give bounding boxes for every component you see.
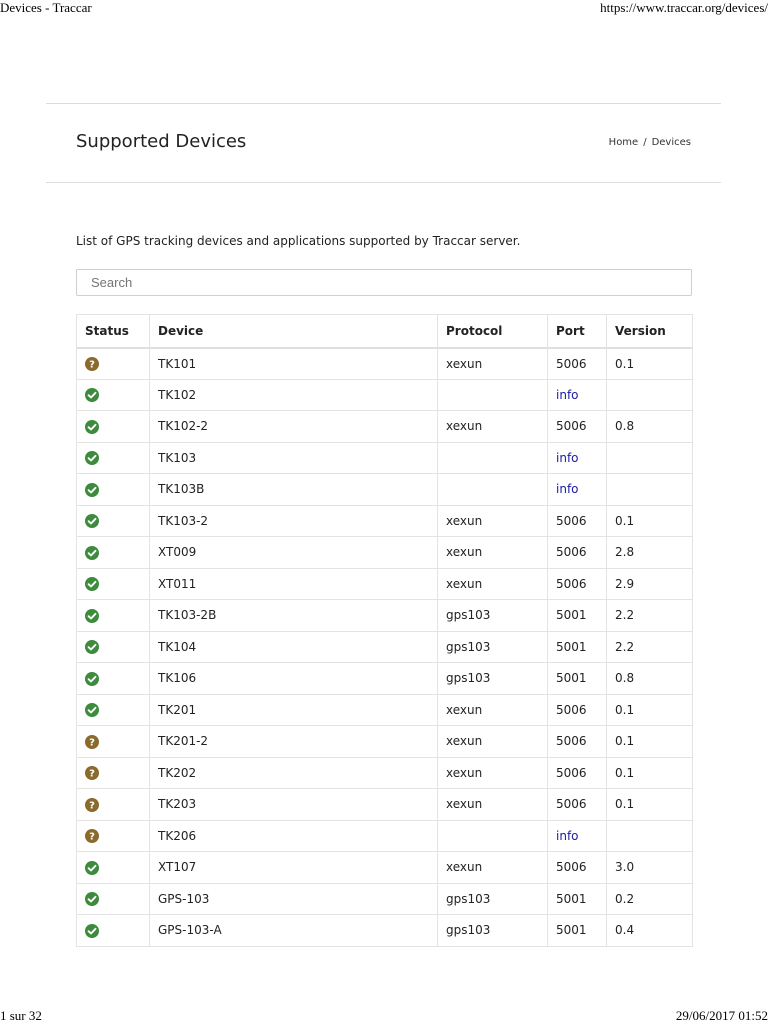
print-header [0, 0, 768, 18]
check-icon [85, 672, 99, 686]
protocol-cell: gps103 [438, 883, 548, 915]
device-cell: TK103B [150, 474, 438, 506]
status-cell [77, 915, 150, 947]
protocol-cell [438, 474, 548, 506]
protocol-cell: xexun [438, 348, 548, 380]
protocol-cell [438, 820, 548, 852]
svg-text:?: ? [89, 800, 95, 812]
print-datetime: 29/06/2017 01:52 [675, 1008, 768, 1023]
check-icon [85, 609, 99, 623]
check-icon [85, 514, 99, 528]
protocol-cell: xexun [438, 568, 548, 600]
status-cell [77, 600, 150, 632]
table-row [77, 631, 693, 663]
protocol-cell: xexun [438, 852, 548, 884]
protocol-cell: xexun [438, 789, 548, 821]
port-cell: 5001 [548, 883, 607, 915]
table-row [77, 568, 693, 600]
port-cell [548, 379, 607, 411]
status-cell [77, 568, 150, 600]
check-icon [85, 577, 99, 591]
table-row [77, 757, 693, 789]
version-cell [607, 442, 693, 474]
question-icon [85, 357, 99, 371]
table-row [77, 852, 693, 884]
breadcrumb [609, 137, 691, 148]
version-cell: 0.1 [607, 757, 693, 789]
check-icon [85, 640, 99, 654]
device-cell: TK102 [150, 379, 438, 411]
port-cell: 5006 [548, 726, 607, 758]
table-row [77, 789, 693, 821]
table-body [77, 348, 693, 947]
device-cell: TK101 [150, 348, 438, 380]
port-cell: 5006 [548, 757, 607, 789]
svg-text:?: ? [89, 768, 95, 780]
table-row [77, 883, 693, 915]
status-cell [77, 348, 150, 380]
device-cell: XT009 [150, 537, 438, 569]
port-cell: 5001 [548, 915, 607, 947]
info-link[interactable]: info [556, 450, 579, 465]
protocol-cell: xexun [438, 757, 548, 789]
header-device[interactable]: Device [150, 315, 438, 348]
check-icon [85, 924, 99, 938]
device-cell: TK201 [150, 694, 438, 726]
port-cell: 5006 [548, 505, 607, 537]
device-cell: TK103 [150, 442, 438, 474]
info-link[interactable]: info [556, 828, 579, 843]
table-header-row [77, 315, 693, 348]
info-link[interactable]: info [556, 387, 579, 402]
status-cell [77, 757, 150, 789]
protocol-cell: gps103 [438, 600, 548, 632]
device-cell: TK203 [150, 789, 438, 821]
check-icon [85, 451, 99, 465]
device-cell: TK106 [150, 663, 438, 695]
table-row [77, 442, 693, 474]
table-row [77, 600, 693, 632]
status-cell [77, 883, 150, 915]
version-cell [607, 474, 693, 506]
check-icon [85, 388, 99, 402]
device-cell: XT011 [150, 568, 438, 600]
device-cell: TK202 [150, 757, 438, 789]
svg-text:?: ? [89, 831, 95, 843]
status-cell [77, 631, 150, 663]
devices-table [76, 314, 693, 947]
status-cell [77, 474, 150, 506]
device-cell: TK201-2 [150, 726, 438, 758]
check-icon [85, 420, 99, 434]
check-icon [85, 546, 99, 560]
port-cell [548, 474, 607, 506]
port-cell: 5006 [548, 411, 607, 443]
status-cell [77, 379, 150, 411]
version-cell: 0.1 [607, 789, 693, 821]
table-row [77, 379, 693, 411]
table-row [77, 663, 693, 695]
check-icon [85, 703, 99, 717]
protocol-cell [438, 442, 548, 474]
status-cell [77, 789, 150, 821]
check-icon [85, 861, 99, 875]
bottom-divider [46, 182, 721, 183]
status-cell [77, 411, 150, 443]
port-cell: 5006 [548, 694, 607, 726]
version-cell: 2.9 [607, 568, 693, 600]
status-cell [77, 537, 150, 569]
status-cell [77, 852, 150, 884]
protocol-cell: gps103 [438, 631, 548, 663]
device-cell: TK206 [150, 820, 438, 852]
print-footer [0, 1008, 768, 1026]
status-cell [77, 663, 150, 695]
svg-text:?: ? [89, 359, 95, 371]
status-cell [77, 726, 150, 758]
check-icon [85, 892, 99, 906]
port-cell: 5001 [548, 631, 607, 663]
port-cell: 5006 [548, 348, 607, 380]
version-cell: 2.2 [607, 600, 693, 632]
version-cell: 0.8 [607, 663, 693, 695]
version-cell: 0.8 [607, 411, 693, 443]
version-cell: 0.1 [607, 694, 693, 726]
question-icon [85, 798, 99, 812]
header-version[interactable]: Version [607, 315, 693, 348]
status-cell [77, 820, 150, 852]
page-title: Supported Devices [76, 131, 247, 152]
header-protocol[interactable]: Protocol [438, 315, 548, 348]
device-cell: TK102-2 [150, 411, 438, 443]
port-cell: 5006 [548, 537, 607, 569]
version-cell: 2.2 [607, 631, 693, 663]
header-port[interactable]: Port [548, 315, 607, 348]
version-cell: 2.8 [607, 537, 693, 569]
version-cell: 0.1 [607, 348, 693, 380]
status-cell [77, 694, 150, 726]
device-cell: TK103-2 [150, 505, 438, 537]
device-cell: TK103-2B [150, 600, 438, 632]
device-cell: GPS-103 [150, 883, 438, 915]
protocol-cell [438, 379, 548, 411]
table-row [77, 537, 693, 569]
print-page-url: https://www.traccar.org/devices/ [600, 0, 768, 15]
table-row [77, 411, 693, 443]
breadcrumb-home-link[interactable]: Home [608, 137, 639, 148]
port-cell: 5001 [548, 663, 607, 695]
top-divider [46, 103, 721, 104]
port-cell [548, 820, 607, 852]
port-cell: 5006 [548, 568, 607, 600]
protocol-cell: gps103 [438, 663, 548, 695]
device-cell: GPS-103-A [150, 915, 438, 947]
question-icon [85, 829, 99, 843]
version-cell: 0.2 [607, 883, 693, 915]
device-cell: TK104 [150, 631, 438, 663]
port-cell: 5001 [548, 600, 607, 632]
print-page-title: Devices - Traccar [0, 0, 92, 15]
protocol-cell: xexun [438, 411, 548, 443]
table-row [77, 505, 693, 537]
table-row [77, 726, 693, 758]
check-icon [85, 483, 99, 497]
table-row [77, 694, 693, 726]
question-icon [85, 735, 99, 749]
protocol-cell: xexun [438, 694, 548, 726]
status-cell [77, 442, 150, 474]
svg-text:?: ? [89, 737, 95, 749]
version-cell: 0.4 [607, 915, 693, 947]
port-cell: 5006 [548, 789, 607, 821]
version-cell: 0.1 [607, 505, 693, 537]
version-cell: 0.1 [607, 726, 693, 758]
version-cell: 3.0 [607, 852, 693, 884]
version-cell [607, 379, 693, 411]
header-status[interactable]: Status [77, 315, 150, 348]
intro-text: List of GPS tracking devices and applications supported by Traccar server. [76, 234, 521, 248]
protocol-cell: gps103 [438, 915, 548, 947]
table-row [77, 474, 693, 506]
info-link[interactable]: info [556, 482, 579, 497]
breadcrumb-separator: / [643, 137, 647, 148]
status-cell [77, 505, 150, 537]
table-row [77, 820, 693, 852]
table-row [77, 348, 693, 380]
breadcrumb-current: Devices [651, 137, 691, 148]
protocol-cell: xexun [438, 537, 548, 569]
protocol-cell: xexun [438, 505, 548, 537]
search-input[interactable] [76, 269, 692, 296]
protocol-cell: xexun [438, 726, 548, 758]
port-cell [548, 442, 607, 474]
print-page-number: 1 sur 32 [0, 1008, 42, 1023]
port-cell: 5006 [548, 852, 607, 884]
question-icon [85, 766, 99, 780]
device-cell: XT107 [150, 852, 438, 884]
table-row [77, 915, 693, 947]
version-cell [607, 820, 693, 852]
